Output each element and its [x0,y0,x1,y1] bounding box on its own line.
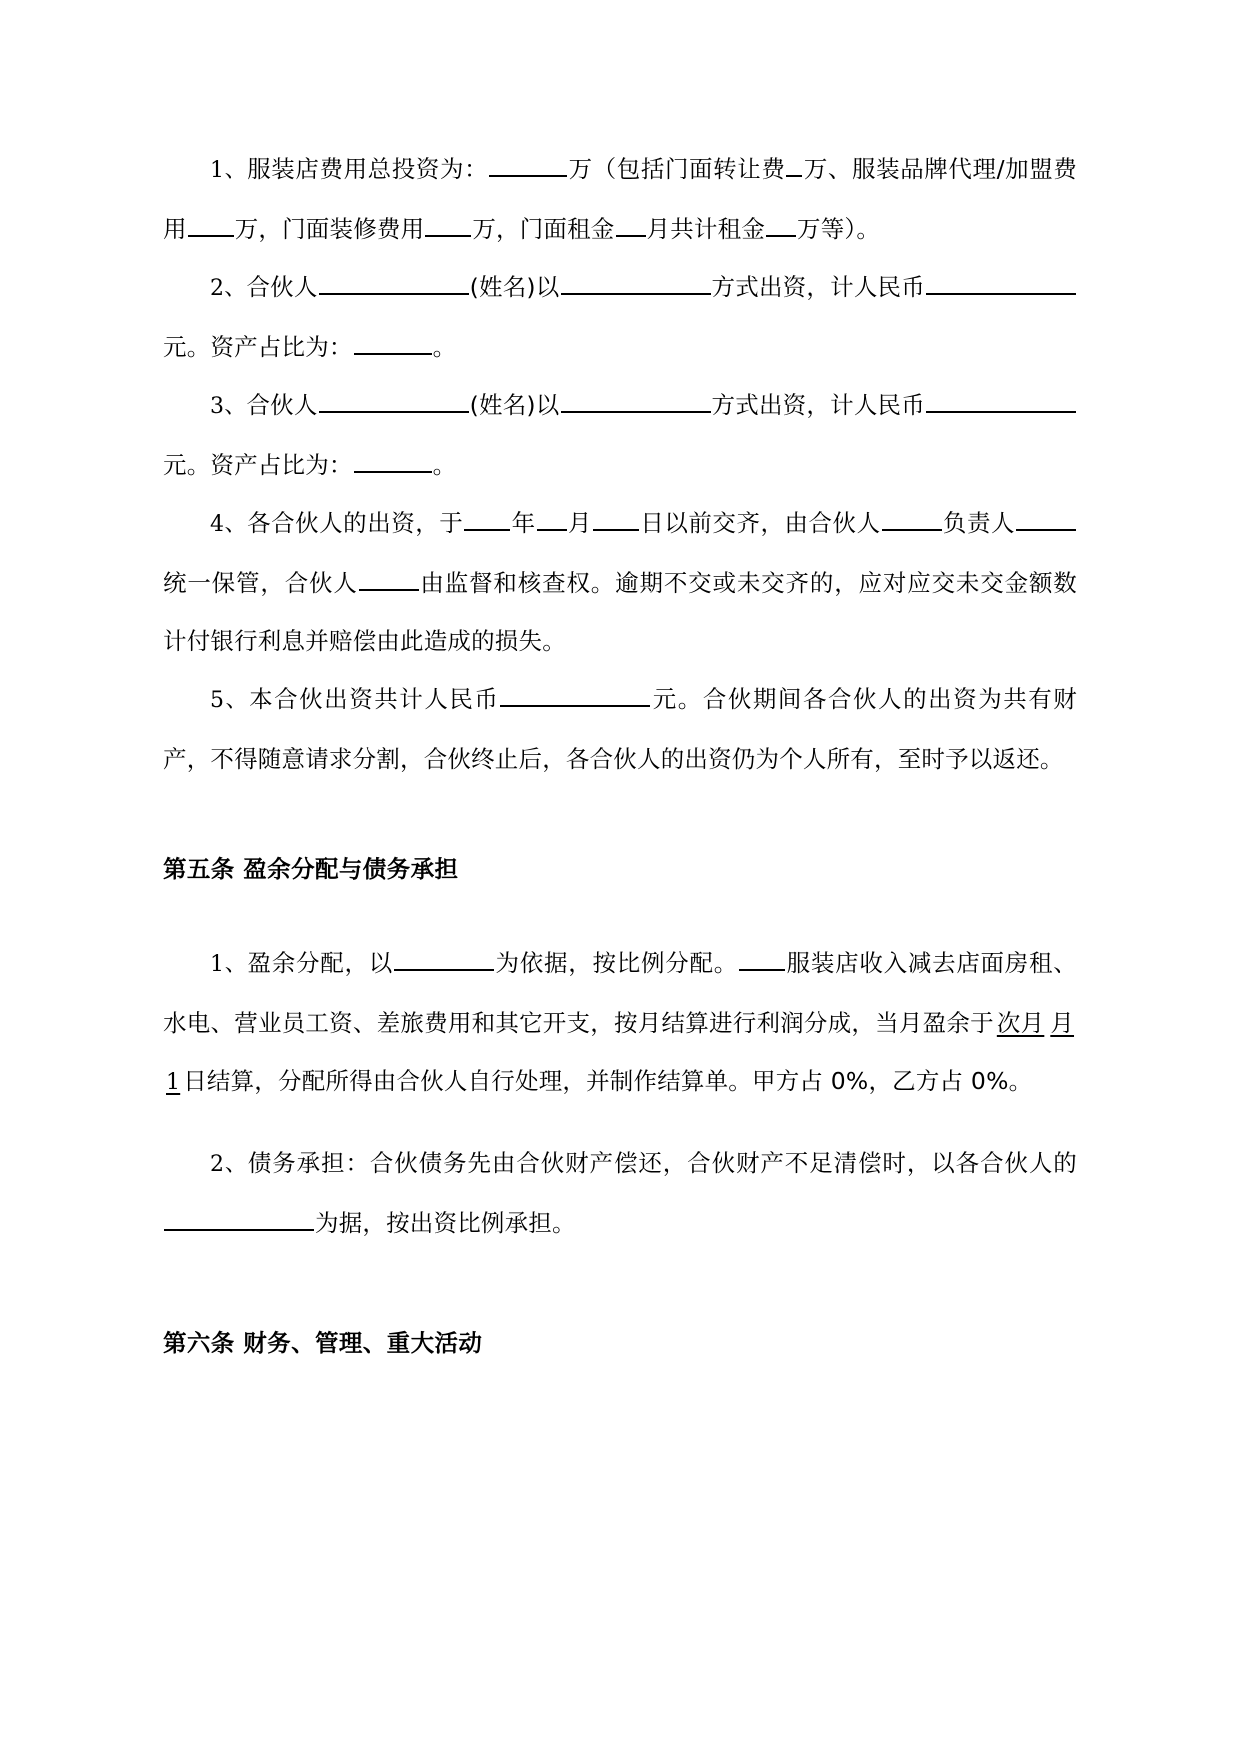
filled-value-month[interactable]: 次月 [996,1009,1045,1037]
text-segment: 万，门面装修费用 [234,215,425,243]
blank-field[interactable] [766,210,796,237]
list-index: 1、 [210,158,248,183]
text-segment: 服装店收入减去店面房租、水电、营业员工资、差旅费用和其它开支，按月结算进行利润分成，当月盈余于 [163,949,1078,1037]
blank-field[interactable] [739,944,785,971]
spacer [163,788,1077,840]
text-segment: 。 [432,333,457,361]
spacer [163,898,1077,934]
blank-field[interactable] [394,944,494,971]
spacer [163,1112,1077,1134]
blank-field[interactable] [616,210,646,237]
text-segment: 统一保管，合伙人 [163,569,358,597]
text-segment: 为依据，按比例分配。 [495,949,739,977]
heading-clause5: 第五条 盈余分配与债务承担 [163,855,459,883]
text-segment: 债务承担：合伙债务先由合伙财产偿还，合伙财产不足清偿时，以各合伙人的 [247,1149,1077,1177]
paragraph-clause4-item5 [163,670,1077,788]
text-segment: 元。合伙期间各合伙人的出资为共有财产，不得随意请求分割，合伙终止后，各合伙人的出资仍为个人所有，至时予以返还。 [163,685,1078,773]
text-segment: 服装店费用总投资为： [247,155,489,183]
list-index: 5、 [210,688,250,713]
filled-value-day[interactable]: 1 [166,1070,181,1095]
text-segment: 本合伙出资共计人民币 [249,685,500,713]
text-segment: 合伙人 [246,391,318,419]
list-index: 4、 [210,512,248,537]
blank-field[interactable] [593,504,639,531]
text-segment: 方式出资，计人民币 [711,273,925,301]
text-segment: 日结算，分配所得由合伙人自行处理，并制作结算单。甲方占 0%，乙方占 0%。 [183,1067,1033,1095]
blank-field[interactable] [464,504,510,531]
list-index: 3、 [210,394,247,419]
heading-clause6: 第六条 财务、管理、重大活动 [163,1329,483,1357]
text-segment: 各合伙人的出资，于 [247,509,464,537]
text-segment: 万（包括门面转让费 [568,155,786,183]
text-segment: 月 [1050,1009,1075,1037]
text-segment: (姓名)以 [469,391,560,419]
blank-field[interactable] [319,386,469,413]
paragraph-clause4-item2 [163,258,1077,376]
document-body [163,140,1077,1372]
paragraph-clause4-item1 [163,140,1077,258]
blank-field[interactable] [561,386,711,413]
list-index: 2、 [210,276,247,301]
text-segment: 元。资产占比为： [163,333,353,361]
text-segment: 日以前交齐，由合伙人 [640,509,881,537]
text-segment: 盈余分配，以 [247,949,393,977]
text-segment: 。 [432,451,457,479]
blank-field[interactable] [489,150,567,177]
text-segment: 负责人 [942,509,1016,537]
text-segment: 年 [511,509,536,537]
text-segment: 元。资产占比为： [163,451,353,479]
text-segment: 为据，按出资比例承担。 [315,1209,576,1237]
list-index: 1、 [210,952,248,977]
blank-field[interactable] [926,268,1076,295]
blank-field[interactable] [882,504,942,531]
text-segment: 月 [567,509,593,537]
blank-field[interactable] [164,1204,314,1231]
blank-field[interactable] [926,386,1076,413]
blank-field[interactable] [1016,504,1076,531]
text-segment: 方式出资，计人民币 [711,391,925,419]
blank-field[interactable] [354,446,432,473]
blank-field[interactable] [500,680,650,707]
paragraph-clause4-item3 [163,376,1077,494]
text-segment: 万等）。 [797,215,881,243]
blank-field[interactable] [319,268,469,295]
blank-field[interactable] [561,268,711,295]
text-segment: 由监督和核查权。逾期不交或未交齐的，应对应交未交金额数计付银行利息并赔偿由此造成的损失。 [163,569,1077,655]
blank-field[interactable] [786,150,802,177]
text-segment: (姓名)以 [469,273,560,301]
list-index: 2、 [210,1152,248,1177]
text-segment: 月共计租金 [646,215,766,243]
text-segment: 合伙人 [246,273,318,301]
text-segment: 万、服装品牌代理/加盟费用 [163,155,1078,243]
blank-field[interactable] [359,564,419,591]
blank-field[interactable] [188,210,234,237]
spacer [163,1252,1077,1314]
blank-field[interactable] [425,210,471,237]
paragraph-clause5-item1 [163,934,1077,1112]
paragraph-clause4-item4 [163,494,1077,670]
paragraph-clause5-item2 [163,1134,1077,1252]
blank-field[interactable] [354,328,432,355]
text-segment: 万，门面租金 [472,215,615,243]
blank-field[interactable] [537,504,567,531]
